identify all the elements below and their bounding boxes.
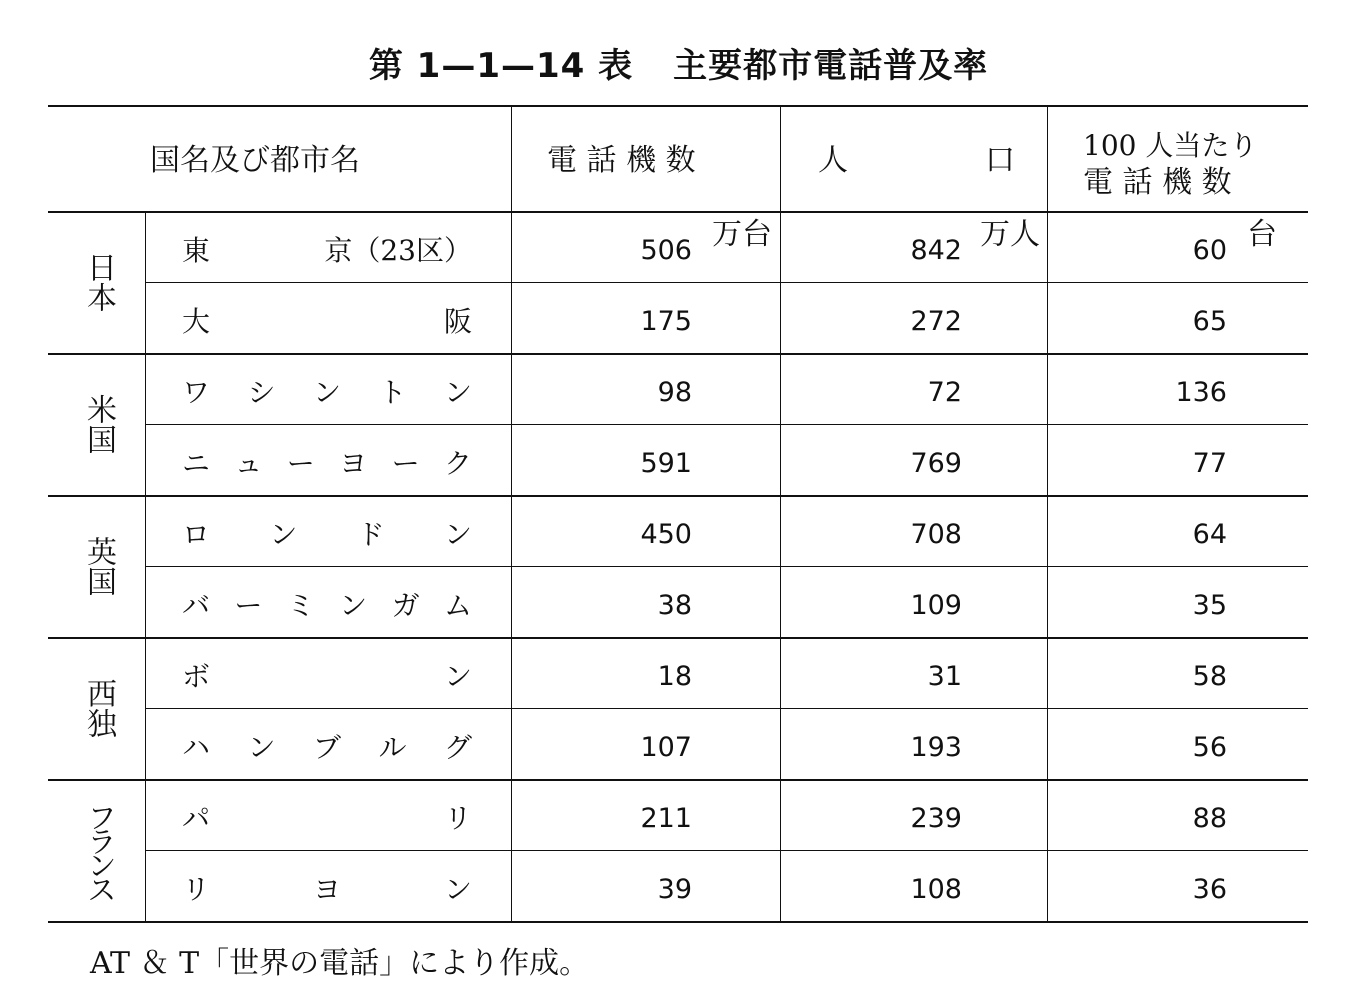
cell-phones: 107 — [640, 731, 692, 763]
row-rule — [145, 850, 1308, 851]
city-name-part: ー — [234, 588, 263, 622]
col-rule-3 — [780, 105, 781, 921]
city-name-part: ド — [356, 517, 385, 551]
cell-per100: 56 — [1192, 731, 1227, 763]
cell-population: 72 — [927, 376, 962, 408]
city-name-part: ム — [443, 588, 472, 622]
city-name-part: ブ — [312, 730, 341, 764]
table-number: 第 1—1—14 表 — [368, 46, 634, 86]
group-rule — [48, 637, 1308, 639]
cell-per100: 35 — [1192, 589, 1227, 621]
city-name-part: ン — [269, 517, 298, 551]
city-name-part: 大 — [182, 304, 211, 338]
cell-population: 193 — [910, 731, 962, 763]
group-rule — [48, 495, 1308, 497]
city-name-part: ク — [443, 446, 472, 480]
city-name-part: パ — [182, 801, 211, 835]
city-name-part: ボ — [182, 659, 211, 693]
city-name-part: ン — [443, 659, 472, 693]
country-name: 西独 — [81, 678, 116, 738]
cell-phones: 175 — [640, 305, 692, 337]
city-name-part: ン — [443, 517, 472, 551]
cell-per100: 136 — [1175, 376, 1227, 408]
cell-population: 769 — [910, 447, 962, 479]
city-name-part: ヨ — [339, 446, 368, 480]
cell-phones: 591 — [640, 447, 692, 479]
bottom-rule — [48, 921, 1308, 923]
group-rule — [48, 779, 1308, 781]
city-name — [182, 442, 472, 478]
group-rule — [48, 353, 1308, 355]
city-name-part: 阪 — [443, 304, 472, 338]
header-per100-line1: 100 人当たり — [1083, 129, 1258, 162]
header-per100-line2: 電 話 機 数 — [1083, 165, 1232, 200]
source-note: AT ＆ T「世界の電話」により作成。 — [90, 946, 590, 981]
header-population-b: 口 — [985, 143, 1015, 178]
city-name-part: ト — [378, 375, 407, 409]
city-name — [182, 584, 472, 620]
city-name-part: リ — [443, 801, 472, 835]
city-name-part: ロ — [182, 517, 211, 551]
cell-per100: 36 — [1192, 873, 1227, 905]
cell-population: 31 — [927, 660, 962, 692]
header-country-city: 国名及び都市名 — [150, 143, 360, 178]
city-name — [182, 726, 472, 762]
city-name-part: ン — [312, 375, 341, 409]
city-name-part: ー — [391, 446, 420, 480]
col-rule-2 — [511, 105, 512, 921]
cell-phones: 18 — [657, 660, 692, 692]
city-name-part: ン — [443, 872, 472, 906]
cell-population: 708 — [910, 518, 962, 550]
cell-per100: 77 — [1192, 447, 1227, 479]
city-name-part: 京（23区） — [324, 233, 472, 267]
cell-phones: 211 — [640, 802, 692, 834]
city-name-part: ハ — [182, 730, 211, 764]
table-title — [0, 38, 1357, 87]
cell-population: 842 — [910, 234, 962, 266]
city-name-part: ミ — [286, 588, 315, 622]
row-rule — [145, 708, 1308, 709]
cell-phones: 506 — [640, 234, 692, 266]
city-name-part: リ — [182, 872, 211, 906]
city-name — [182, 797, 472, 833]
top-rule — [48, 105, 1308, 107]
cell-per100: 60 — [1192, 234, 1227, 266]
city-name — [182, 513, 472, 549]
city-name — [182, 868, 472, 904]
city-name-part: グ — [443, 730, 472, 764]
city-name-part: ガ — [391, 588, 420, 622]
country-name: 日本 — [81, 252, 116, 312]
cell-population: 108 — [910, 873, 962, 905]
city-name-part: ワ — [182, 375, 211, 409]
unit-phones: 万台 — [712, 217, 772, 252]
col-rule-4 — [1047, 105, 1048, 921]
cell-per100: 58 — [1192, 660, 1227, 692]
cell-phones: 450 — [640, 518, 692, 550]
row-rule — [145, 282, 1308, 283]
city-name — [182, 229, 472, 265]
cell-phones: 39 — [657, 873, 692, 905]
cell-population: 239 — [910, 802, 962, 834]
city-name-part: ュ — [234, 446, 263, 480]
city-name-part: ン — [339, 588, 368, 622]
city-name-part: ヨ — [312, 872, 341, 906]
country-name: 米国 — [81, 394, 116, 454]
city-name — [182, 300, 472, 336]
unit-population: 万人 — [980, 217, 1040, 252]
header-rule — [48, 211, 1308, 213]
row-rule — [145, 566, 1308, 567]
country-name: 英国 — [81, 536, 116, 596]
city-name-part: シ — [247, 375, 276, 409]
cell-phones: 98 — [657, 376, 692, 408]
unit-per100: 台 — [1247, 217, 1277, 252]
city-name-part: 東 — [182, 233, 211, 267]
header-population-a: 人 — [818, 143, 848, 178]
cell-per100: 64 — [1192, 518, 1227, 550]
city-name-part: ル — [378, 730, 407, 764]
cell-per100: 88 — [1192, 802, 1227, 834]
header-phones: 電 話 機 数 — [547, 143, 696, 178]
cell-phones: 38 — [657, 589, 692, 621]
country-name: フランス — [81, 802, 116, 898]
city-name — [182, 371, 472, 407]
cell-per100: 65 — [1192, 305, 1227, 337]
city-name-part: ー — [286, 446, 315, 480]
cell-population: 272 — [910, 305, 962, 337]
city-name-part: ン — [247, 730, 276, 764]
table-name: 主要都市電話普及率 — [673, 46, 989, 86]
city-name — [182, 655, 472, 691]
city-name-part: バ — [182, 588, 211, 622]
cell-population: 109 — [910, 589, 962, 621]
city-name-part: ン — [443, 375, 472, 409]
row-rule — [145, 424, 1308, 425]
city-name-part: ニ — [182, 446, 211, 480]
